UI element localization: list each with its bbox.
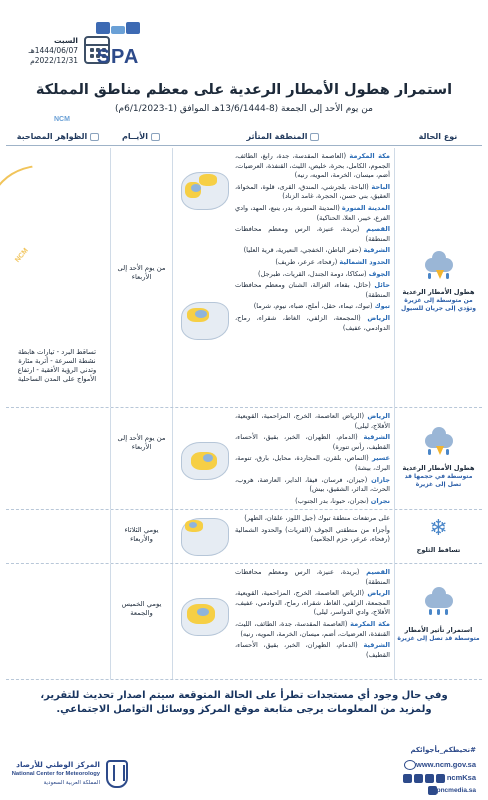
region-cities: (نجران، حبونا، بدر الجنوب) [295, 496, 371, 505]
row-days-cell [110, 148, 172, 407]
region-cities: (المدينة المنورة، بدر، ينبع، المهد، وادي الفرع، خيبر، العلا، الحناكية) [234, 203, 390, 222]
row-phenomena-cell [6, 148, 110, 407]
center-name-en: National Center for Meteorology [11, 771, 100, 777]
ncm-emblem-icon [106, 760, 128, 788]
date-day-label: السبت [53, 36, 78, 45]
snowflake-icon: ❄ [429, 516, 448, 541]
spa-logo [94, 22, 142, 72]
note-line-1: وفي حال وجود أي مستجدات تطرأ على الحالة المتوقعة سيتم اصدار تحديث للتقرير، [40, 690, 448, 701]
date-gregorian: 2022/12/31م [30, 56, 78, 65]
region-name: الحدود الشمالية [339, 257, 390, 266]
table-row [6, 564, 482, 680]
region-map [177, 514, 233, 560]
region-cities: (جيزان، فرسان، فيفا، الداير، العارضة، هروب، الحرث، الدائر، الشقيق، بيش) [235, 475, 390, 494]
row-regions-cell [172, 408, 394, 509]
table-row [6, 148, 482, 408]
region-entry [235, 433, 390, 452]
instagram-icon [414, 774, 423, 783]
region-name: الشرقية [363, 433, 390, 442]
region-list [235, 568, 390, 662]
row-type-cell [394, 564, 482, 679]
hashtag: #نحيطكم_بأجوائكم [410, 746, 476, 754]
region-name: الشرقية [363, 641, 390, 650]
region-cities: (بريدة، عنيزة، الرس ومعظم محافظات المنطقة) [235, 225, 390, 243]
region-name: الرياض [367, 313, 390, 322]
note-line-2: ولمزيد من المعلومات يرجى متابعة موقع المركز ووسائل التواصل الاجتماعي. [56, 704, 432, 715]
region-entry [235, 225, 390, 244]
region-entry [235, 270, 390, 280]
region-entry [235, 476, 390, 495]
row-type-cell [394, 510, 482, 563]
region-name: القصيم [366, 568, 390, 576]
region-map [177, 594, 233, 640]
region-cities: (بريدة، عنيزة، الرس ومعظم محافظات المنطقة) [235, 568, 390, 586]
row-days: يومي الخميس والجمعة [121, 600, 162, 617]
social-handle[interactable]: ncmKsa [401, 773, 476, 783]
header-type: نوع الحالة [394, 128, 482, 146]
row-type-cell [394, 408, 482, 509]
ncm-tag-side: NCM [14, 247, 30, 264]
region-name: نجران [370, 496, 390, 505]
region-entry [235, 258, 390, 268]
region-cities: (الدمام، الظهران، الخبر، بقيق، الأحساء، القطيف، رأس تنورة) [235, 433, 390, 451]
region-entry [235, 302, 390, 312]
spa-logo-text: SPA [96, 46, 140, 68]
header-phenomena: الظواهر المصاحبة [6, 128, 110, 146]
row-type-sub: متوسطة في حجمها قد تصل إلى غزيرة [404, 473, 473, 488]
region-name: الشرقية [363, 246, 390, 255]
row-type-cell [394, 148, 482, 407]
row-type-name: تساقط الثلوج [416, 546, 461, 554]
region-entry [235, 314, 390, 333]
table-header [6, 128, 482, 146]
row-days: يومي الثلاثاء والأربعاء [124, 526, 159, 543]
region-entry [235, 246, 390, 256]
row-type-sub: من متوسطة إلى غزيرة وتؤدي إلى جريان للسيول [401, 297, 476, 312]
calendar-small-icon [151, 133, 160, 141]
region-name: حائل [374, 281, 390, 290]
ncm-center-logo [8, 756, 128, 798]
region-entry [235, 183, 390, 202]
region-cities: (العاصمة المقدسة، جدة، الطائف، الليث، القنفذة، العرضيات، أضم، ميسان، الخرمة، المويه، رنيه) [235, 619, 390, 638]
row-regions-cell [172, 148, 394, 407]
region-name: مكة المكرمة [349, 152, 391, 160]
row-type-name: هطول الأمطار الرعدية [402, 464, 475, 472]
region-entry [235, 454, 390, 473]
region-entry [235, 514, 390, 524]
region-entry [235, 568, 390, 587]
region-cities: (رفحاء، عرعر، طريف) [275, 257, 340, 266]
cloud-small-icon [90, 133, 99, 141]
page-title: استمرار هطول الأمطار الرعدية على معظم مناطق المملكة [35, 82, 453, 98]
region-list [235, 514, 390, 547]
region-cities: وأجزاء من منطقتي الجوف (القريات) والحدود الشمالية (رفحاء، عرعر، حزم الجلاميد) [235, 525, 390, 544]
center-name-ar: المركز الوطني للأرصاد [16, 760, 100, 769]
snapchat-icon [403, 774, 412, 783]
region-entry [235, 526, 390, 545]
region-name: المدينة المنورة [341, 203, 390, 212]
region-entry [235, 412, 390, 431]
region-cities: (سكاكا، دومة الجندل، القريات، طبرجل) [258, 269, 369, 278]
region-name: الباحة [371, 182, 390, 191]
twitter-icon [436, 774, 445, 783]
media-handle[interactable]: pncmedia.sa [426, 786, 476, 795]
row-phenomena-cell [6, 564, 110, 679]
region-entry [235, 281, 390, 300]
region-entry [235, 204, 390, 223]
thunder-rain-icon [423, 428, 455, 458]
row-regions-cell [172, 510, 394, 563]
row-regions-cell [172, 564, 394, 679]
media-icon [428, 786, 437, 795]
region-cities: (الدمام، الظهران، الخبر، بقيق، الأحساء، القطيف) [235, 641, 390, 659]
region-cities: (الرياض العاصمة، الخرج، المزاحمية، القويعية، الأفلاج، ليلى) [235, 412, 390, 430]
region-cities: (الباحة، بلجرشي، المندق، القرى، قلوة، المخواة، العقيق، بني حسن، الحجرة، غامد الزناد) [235, 182, 390, 201]
region-entry [235, 641, 390, 660]
region-cities: (تبوك، تيماء، حقل، أملج، ضباء، نيوم، شرما) [253, 302, 375, 311]
youtube-icon [425, 774, 434, 783]
header-regions: المنطقة المتأثر [172, 128, 394, 146]
row-days-cell [110, 510, 172, 563]
center-country-ar: المملكة العربية السعودية [43, 780, 100, 786]
row-phenomena: تساقط البرد - تيارات هابطة نشطة السرعة - أتربة مثارة وتدني الرؤية الأفقية - ارتفاع الأمواج على المدن الساحلية [17, 348, 97, 383]
row-type-name: هطول الأمطار الرعدية [402, 288, 475, 296]
region-name: الرياض [367, 412, 390, 420]
row-type-sub: متوسطة قد تصل إلى غزيرة [397, 635, 480, 642]
map-icon [310, 133, 319, 141]
region-cities: (النماص، بلقرن، المجاردة، محايل، بارق، تنومة، البرك، بيشة) [235, 454, 390, 472]
region-cities: (حفر الباطن، الخفجي، النعيرية، قرية العليا) [243, 246, 364, 255]
region-entry [235, 620, 390, 639]
region-list [235, 412, 390, 508]
thunder-rain-icon [423, 252, 455, 282]
region-name: جازان [371, 475, 390, 484]
region-cities: (المجمعة، الزلفي، الغاط، شقراء، رماح، الدوادمي، عفيف) [235, 313, 390, 332]
region-map [177, 168, 233, 214]
row-type-name: استمرار تأثير الأمطار [404, 626, 473, 634]
region-entry [235, 152, 390, 181]
region-map [177, 298, 233, 344]
website-link[interactable]: www.ncm.gov.sa [401, 760, 476, 770]
header-days: الأيــام [110, 128, 172, 146]
region-name: عسير [371, 454, 390, 463]
region-cities: (حائل، بقعاء، الغزالة، الشنان ومعظم محافظات المنطقة) [235, 281, 390, 299]
region-name: مكة المكرمة [350, 619, 391, 628]
region-entry [235, 589, 390, 618]
region-cities: (الرياض العاصمة، الخرج، المزاحمية، القويعية، المجمعة، الزلفي، الغاط، شقراء، رماح، الدوادمي، عفيف، الأفلاج، وادي الدواسر، ليلى) [235, 589, 390, 617]
table-row [6, 408, 482, 510]
region-name: الرياض [367, 589, 390, 598]
ncm-tag: NCM [54, 116, 70, 123]
region-cities: (العاصمة المقدسة، جدة، رابغ، الطائف، الجموم، الكامل، بحرة، خليص، الليث، القنفذة، العرضيات، أضم، ميسان، الخرمة، المويه، رنيه) [235, 152, 390, 180]
row-days-cell [110, 564, 172, 679]
date-hijri: 1444/06/07هـ [28, 46, 78, 55]
cloud-rain-icon [423, 588, 455, 618]
page-subtitle: من يوم الأحد إلى الجمعة (8-13/6/1444هـ الموافق (1-6/1/2023م) [115, 104, 373, 114]
row-days: من يوم الأحد إلى الأربعاء [117, 434, 166, 451]
table-row [6, 510, 482, 564]
web-icon [404, 760, 416, 770]
region-name: تبوك [374, 302, 390, 311]
row-days: من يوم الأحد إلى الأربعاء [117, 264, 166, 281]
row-phenomena-cell [6, 510, 110, 563]
row-phenomena-cell [6, 408, 110, 509]
region-name: الجوف [368, 269, 390, 278]
forecast-table [6, 128, 482, 718]
region-list [235, 152, 390, 335]
region-name: القصيم [366, 225, 390, 234]
region-map [177, 438, 233, 484]
region-cities: على مرتفعات منطقة تبوك (جبل اللوز، علقان، الظهر) [244, 514, 390, 522]
region-entry [235, 497, 390, 507]
row-days-cell [110, 408, 172, 509]
